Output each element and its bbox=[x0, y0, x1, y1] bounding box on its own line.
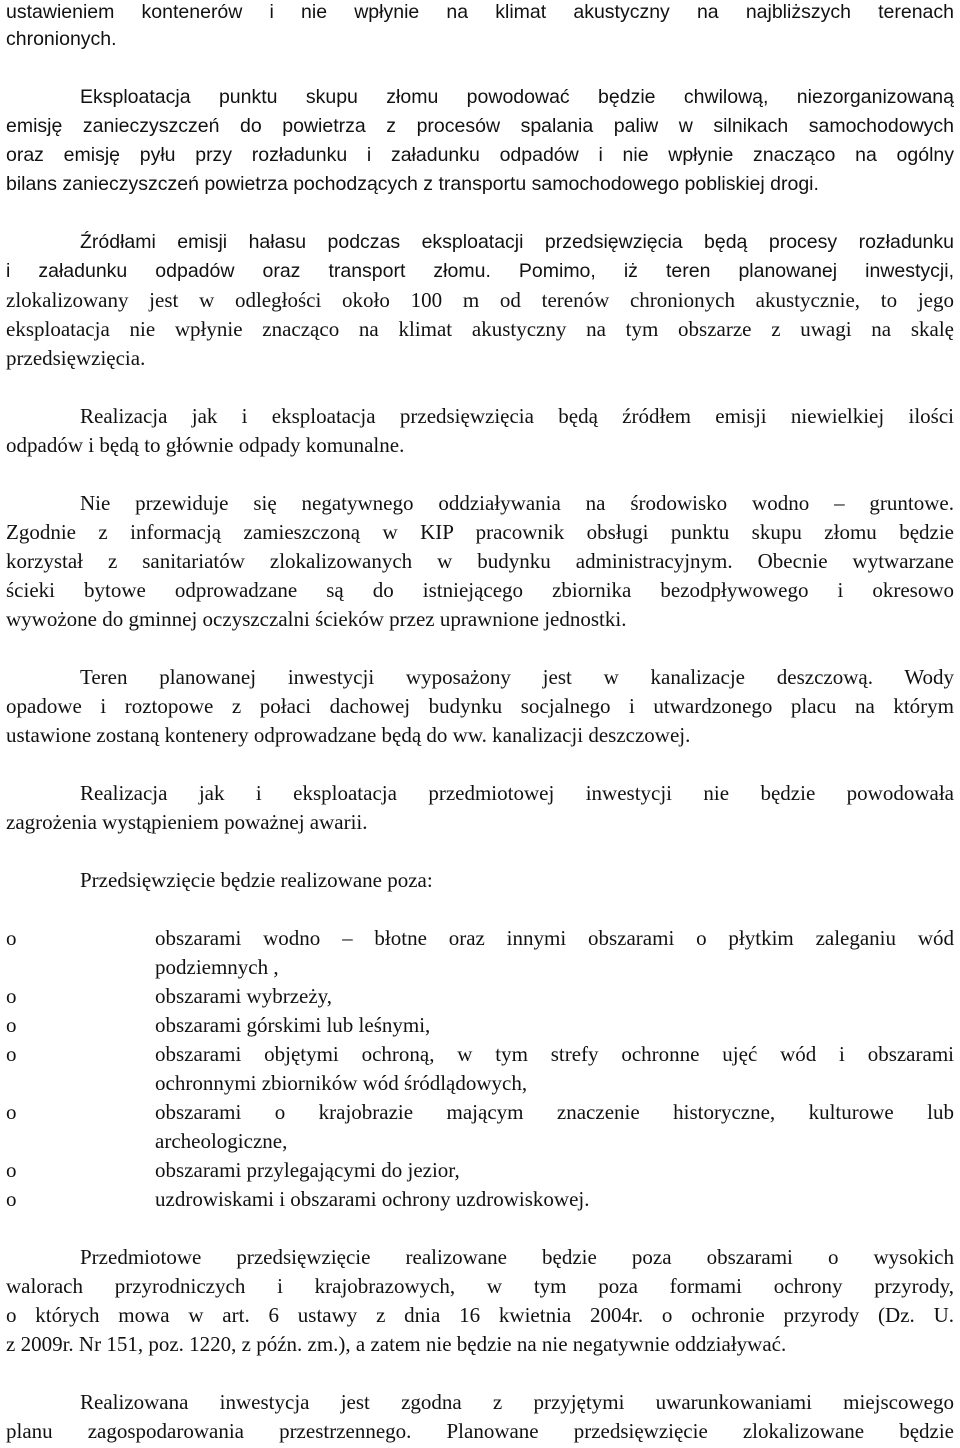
paragraph-line: korzystał z sanitariatów zlokalizowanych w budynku administracyjnym. Obecnie wytwarzane bbox=[6, 549, 954, 573]
paragraph-line: bilans zanieczyszczeń powietrza pochodzących z transportu samochodowego pobliskiej drogi. bbox=[6, 173, 819, 195]
paragraph-line: Realizacja jak i eksploatacja przedmiotowej inwestycji nie będzie powodowała bbox=[80, 781, 954, 805]
paragraph-line: zagrożenia wystąpieniem poważnej awarii. bbox=[6, 810, 368, 834]
paragraph-line: o których mowa w art. 6 ustawy z dnia 16 kwietnia 2004r. o ochronie przyrody (Dz. U. bbox=[6, 1303, 954, 1327]
paragraph-line: Zgodnie z informacją zamieszczoną w KIP pracownik obsługi punktu skupu złomu będzie bbox=[6, 520, 954, 544]
list-intro: Przedsięwzięcie będzie realizowane poza: bbox=[80, 868, 433, 892]
paragraph-line: walorach przyrodniczych i krajobrazowych, w tym poza formami ochrony przyrody, bbox=[6, 1274, 954, 1298]
paragraph-line: Realizacja jak i eksploatacja przedsięwzięcia będą źródłem emisji niewielkiej ilości bbox=[80, 404, 954, 428]
paragraph-line: z 2009r. Nr 151, poz. 1220, z późn. zm.), a zatem nie będzie na nie negatywnie oddziaływać. bbox=[6, 1332, 787, 1356]
paragraph-line: oraz emisję pyłu przy rozładunku i załadunku odpadów i nie wpłynie znacząco na ogólny bbox=[6, 144, 954, 166]
paragraph-line: Przedmiotowe przedsięwzięcie realizowane będzie poza obszarami o wysokich bbox=[80, 1245, 954, 1269]
paragraph-line: eksploatacja nie wpłynie znacząco na klimat akustyczny na tym obszarze z uwagi na skalę bbox=[6, 317, 954, 341]
paragraph-line: opadowe i roztopowe z połaci dachowej budynku socjalnego i utwardzonego placu na którym bbox=[6, 694, 954, 718]
list-item: obszarami wybrzeży, bbox=[155, 984, 333, 1008]
paragraph-line: Źródłami emisji hałasu podczas eksploatacji przedsięwzięcia będą procesy rozładunku bbox=[80, 231, 954, 253]
list-bullet: o bbox=[6, 984, 17, 1008]
paragraph-line: ścieki bytowe odprowadzane są do istniejącego zbiornika bezodpływowego i okresowo bbox=[6, 578, 954, 602]
paragraph-line: odpadów i będą to głównie odpady komunalne. bbox=[6, 433, 405, 457]
list-bullet: o bbox=[6, 1158, 17, 1182]
paragraph-line: przedsięwzięcia. bbox=[6, 346, 146, 370]
list-item: obszarami wodno – błotne oraz innymi obszarami o płytkim zaleganiu wód bbox=[155, 926, 954, 950]
list-item: uzdrowiskami i obszarami ochrony uzdrowiskowej. bbox=[155, 1187, 590, 1211]
list-item: archeologiczne, bbox=[155, 1129, 288, 1153]
paragraph-line: emisję zanieczyszczeń do powietrza z procesów spalania paliw w silnikach samochodowych bbox=[6, 115, 954, 137]
paragraph-line: chronionych. bbox=[6, 28, 117, 50]
paragraph-line: ustawione zostaną kontenery odprowadzane będą do ww. kanalizacji deszczowej. bbox=[6, 723, 691, 747]
list-bullet: o bbox=[6, 1013, 17, 1037]
paragraph-line: Nie przewiduje się negatywnego oddziaływania na środowisko wodno – gruntowe. bbox=[80, 491, 954, 515]
list-item: obszarami górskimi lub leśnymi, bbox=[155, 1013, 431, 1037]
paragraph-line: wywożone do gminnej oczyszczalni ścieków przez uprawnione jednostki. bbox=[6, 607, 627, 631]
list-item: obszarami objętymi ochroną, w tym strefy ochronne ujęć wód i obszarami bbox=[155, 1042, 954, 1066]
paragraph-line: ustawieniem kontenerów i nie wpłynie na klimat akustyczny na najbliższych terenach bbox=[6, 1, 954, 23]
list-bullet: o bbox=[6, 1187, 17, 1211]
list-item: obszarami o krajobrazie mającym znaczenie historyczne, kulturowe lub bbox=[155, 1100, 954, 1124]
list-bullet: o bbox=[6, 926, 17, 950]
list-bullet: o bbox=[6, 1100, 17, 1124]
paragraph-line: Teren planowanej inwestycji wyposażony jest w kanalizacje deszczową. Wody bbox=[80, 665, 954, 689]
list-item: ochronnymi zbiorników wód śródlądowych, bbox=[155, 1071, 528, 1095]
list-bullet: o bbox=[6, 1042, 17, 1066]
paragraph-line: Eksploatacja punktu skupu złomu powodować będzie chwilową, niezorganizowaną bbox=[80, 86, 954, 108]
paragraph-line: i załadunku odpadów oraz transport złomu. Pomimo, iż teren planowanej inwestycji, bbox=[6, 260, 954, 282]
paragraph-line: planu zagospodarowania przestrzennego. Planowane przedsięwzięcie zlokalizowane będzie bbox=[6, 1419, 954, 1443]
paragraph-line: Realizowana inwestycja jest zgodna z przyjętymi uwarunkowaniami miejscowego bbox=[80, 1390, 954, 1414]
list-item: obszarami przylegającymi do jezior, bbox=[155, 1158, 460, 1182]
paragraph-line: zlokalizowany jest w odległości około 100 m od terenów chronionych akustycznie, to jego bbox=[6, 288, 954, 312]
list-item: podziemnych , bbox=[155, 955, 279, 979]
